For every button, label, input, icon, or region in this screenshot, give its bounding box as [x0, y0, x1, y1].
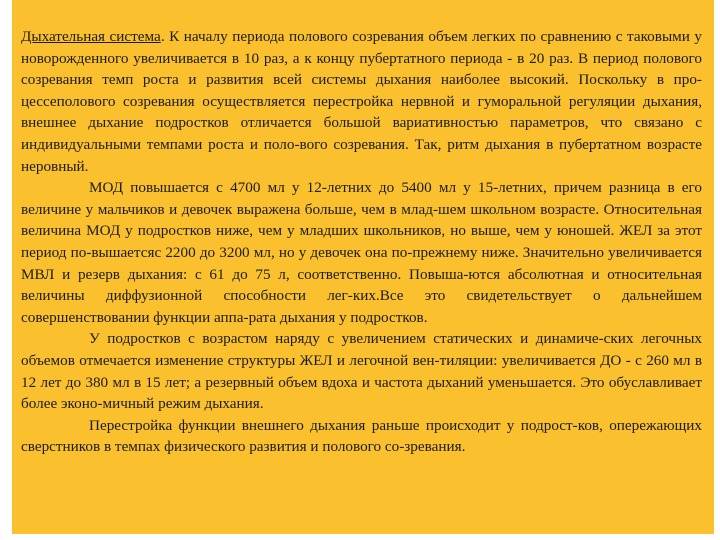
paragraph-4: Перестройка функции внешнего дыхания раньше происходит у подрост-ков, опережающих сверстников в темпах физического развития и полового со-зревания.: [21, 416, 702, 456]
paragraph-1: [21, 26, 702, 177]
slide-background: [12, 0, 714, 534]
paragraph-2: МОД повышается с 4700 мл у 12-летних до 5400 мл у 15-летних, причем разница в его величине у мальчиков и девочек выражена больше, чем в млад-шем школьном возрасте. Относительная величина МОД у подростков ниже, чем у младших школьников, но выше, чем у юношей. ЖЕЛ за этот период по-вышаетсяс 2200 до 3200 мл, но у девочек она по-прежнему ниже. Значительно увеличивается МВЛ и резерв дыхания: с 61 до 75 л, соответственно. Повыша-ются абсолютная и относительная величины диффузионной способности лег-ких.Все это свидетельствует о дальнейшем совершенствовании функции аппа-рата дыхания у подростков.: [21, 179, 702, 326]
document-body: [21, 26, 702, 458]
section-heading: Дыхательная система: [21, 28, 161, 45]
paragraph-3: У подростков с возрастом наряду с увеличением статических и динамиче-ских легочных объемов отмечается изменение структуры ЖЕЛ и легочной вен-тиляции: увеличивается ДО - с 260 мл в 12 лет до 380 мл в 15 лет; а резервный объем вдоха и частота дыханий уменьшается. Это обуславливает более эконо-мичный режим дыхания.: [21, 330, 702, 413]
paragraph-1-text: . К началу периода полового созревания объем легких по сравнению с таковыми у новорожденного увеличивается в 10 раз, а к концу пубертатного периода - в 20 раз. В период полового созревания темп роста и развития всей системы дыхания наиболее высокий. Поскольку в про-цессеполового созревания осуществляется перестройка нервной и гуморальной регуляции дыхания, внешнее дыхание подростков отличается большой вариативностью параметров, что связано с индивидуальными темпами роста и поло-вого созревания. Так, ритм дыхания в пубертатном возрасте неровный.: [21, 28, 702, 175]
